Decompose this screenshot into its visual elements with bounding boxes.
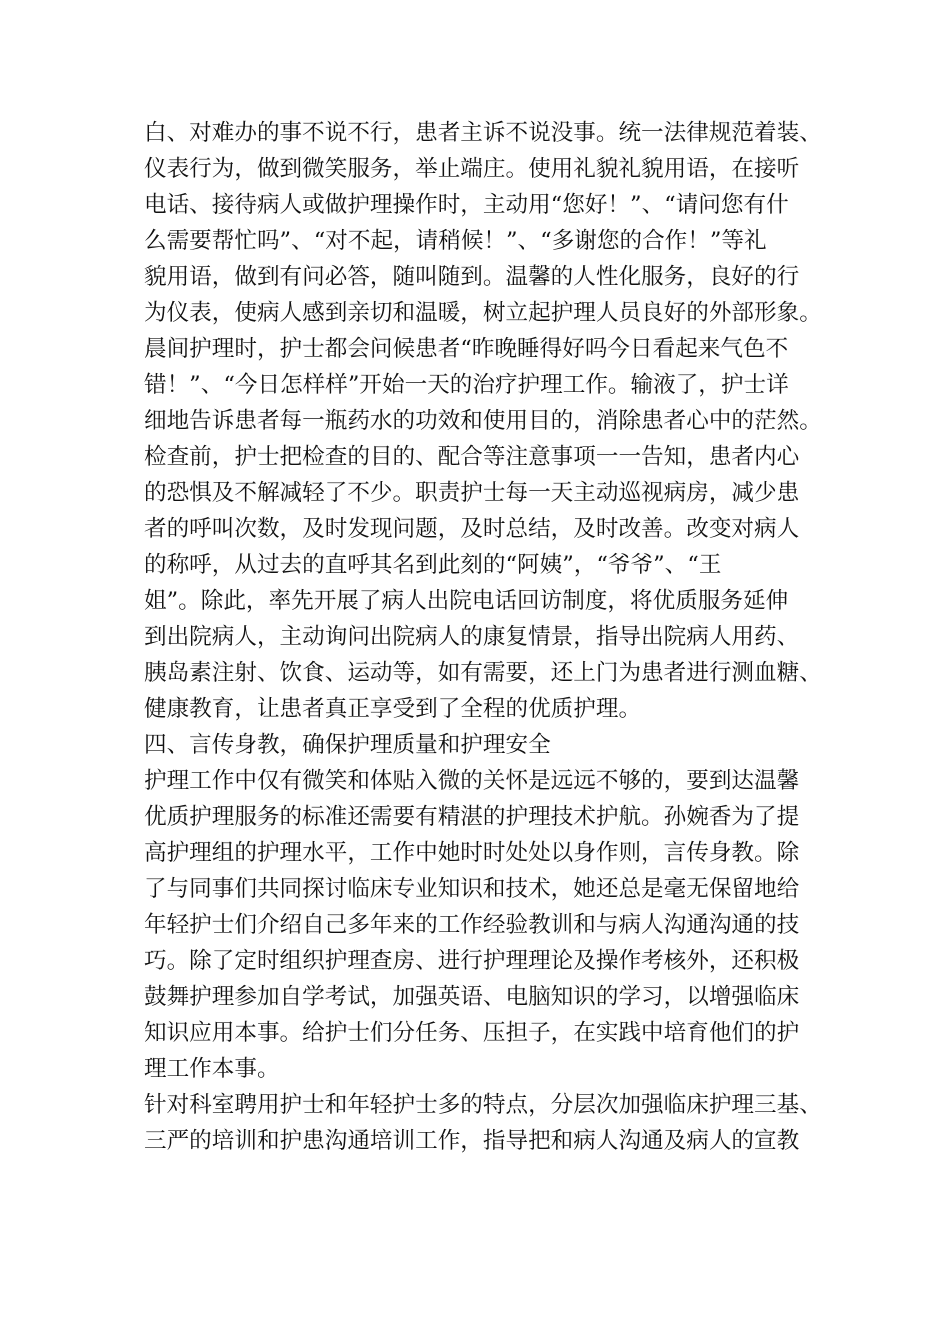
text-line: 鼓舞护理参加自学考试，加强英语、电脑知识的学习，以增强临床	[144, 984, 800, 1010]
text-line: 细地告诉患者每一瓶药水的功效和使用目的，消除患者心中的茫然。	[144, 408, 822, 434]
text-line: 知识应用本事。给护士们分任务、压担子，在实践中培育他们的护	[144, 1020, 800, 1046]
text-line: 为仪表，使病人感到亲切和温暖，树立起护理人员良好的外部形象。	[144, 300, 822, 326]
text-line: 健康教育，让患者真正享受到了全程的优质护理。	[144, 696, 642, 722]
text-line: 么需要帮忙吗”、“对不起，请稍候！”、“多谢您的合作！”等礼	[144, 228, 767, 254]
text-line: 巧。除了定时组织护理查房、进行护理理论及操作考核外，还积极	[144, 948, 800, 974]
text-line: 晨间护理时，护士都会问候患者“昨晚睡得好吗今日看起来气色不	[144, 336, 789, 362]
text-line: 针对科室聘用护士和年轻护士多的特点，分层次加强临床护理三基、	[144, 1092, 822, 1118]
text-line: 电话、接待病人或做护理操作时，主动用“您好！”、“请问您有什	[144, 192, 789, 218]
text-line: 三严的培训和护患沟通培训工作，指导把和病人沟通及病人的宣教	[144, 1128, 800, 1154]
text-line: 的恐惧及不解减轻了不少。职责护士每一天主动巡视病房，减少患	[144, 480, 800, 506]
text-line: 仪表行为，做到微笑服务，举止端庄。使用礼貌礼貌用语，在接听	[144, 156, 800, 182]
text-line: 胰岛素注射、饮食、运动等，如有需要，还上门为患者进行测血糖、	[144, 660, 822, 686]
text-line: 者的呼叫次数，及时发现问题，及时总结，及时改善。改变对病人	[144, 516, 800, 542]
text-line: 的称呼，从过去的直呼其名到此刻的“阿姨”，“爷爷”、“王	[144, 552, 722, 578]
text-line: 白、对难办的事不说不行，患者主诉不说没事。统一法律规范着装、	[144, 120, 822, 146]
text-line: 貌用语，做到有问必答，随叫随到。温馨的人性化服务，良好的行	[144, 264, 800, 290]
text-line: 检查前，护士把检查的目的、配合等注意事项一一告知，患者内心	[144, 444, 800, 470]
text-line: 年轻护士们介绍自己多年来的工作经验教训和与病人沟通沟通的技	[144, 912, 800, 938]
text-line: 到出院病人，主动询问出院病人的康复情景，指导出院病人用药、	[144, 624, 800, 650]
text-line: 错！”、“今日怎样样”开始一天的治疗护理工作。输液了，护士详	[144, 372, 789, 398]
text-line: 高护理组的护理水平，工作中她时时处处以身作则，言传身教。除	[144, 840, 800, 866]
body-text	[144, 115, 834, 1159]
text-line: 姐”。除此，率先开展了病人出院电话回访制度，将优质服务延伸	[144, 588, 789, 614]
section-heading: 四、言传身教，确保护理质量和护理安全	[144, 732, 551, 758]
text-line: 护理工作中仅有微笑和体贴入微的关怀是远远不够的，要到达温馨	[144, 768, 800, 794]
text-line: 了与同事们共同探讨临床专业知识和技术，她还总是毫无保留地给	[144, 876, 800, 902]
text-line: 优质护理服务的标准还需要有精湛的护理技术护航。孙婉香为了提	[144, 804, 800, 830]
text-line: 理工作本事。	[144, 1056, 280, 1082]
